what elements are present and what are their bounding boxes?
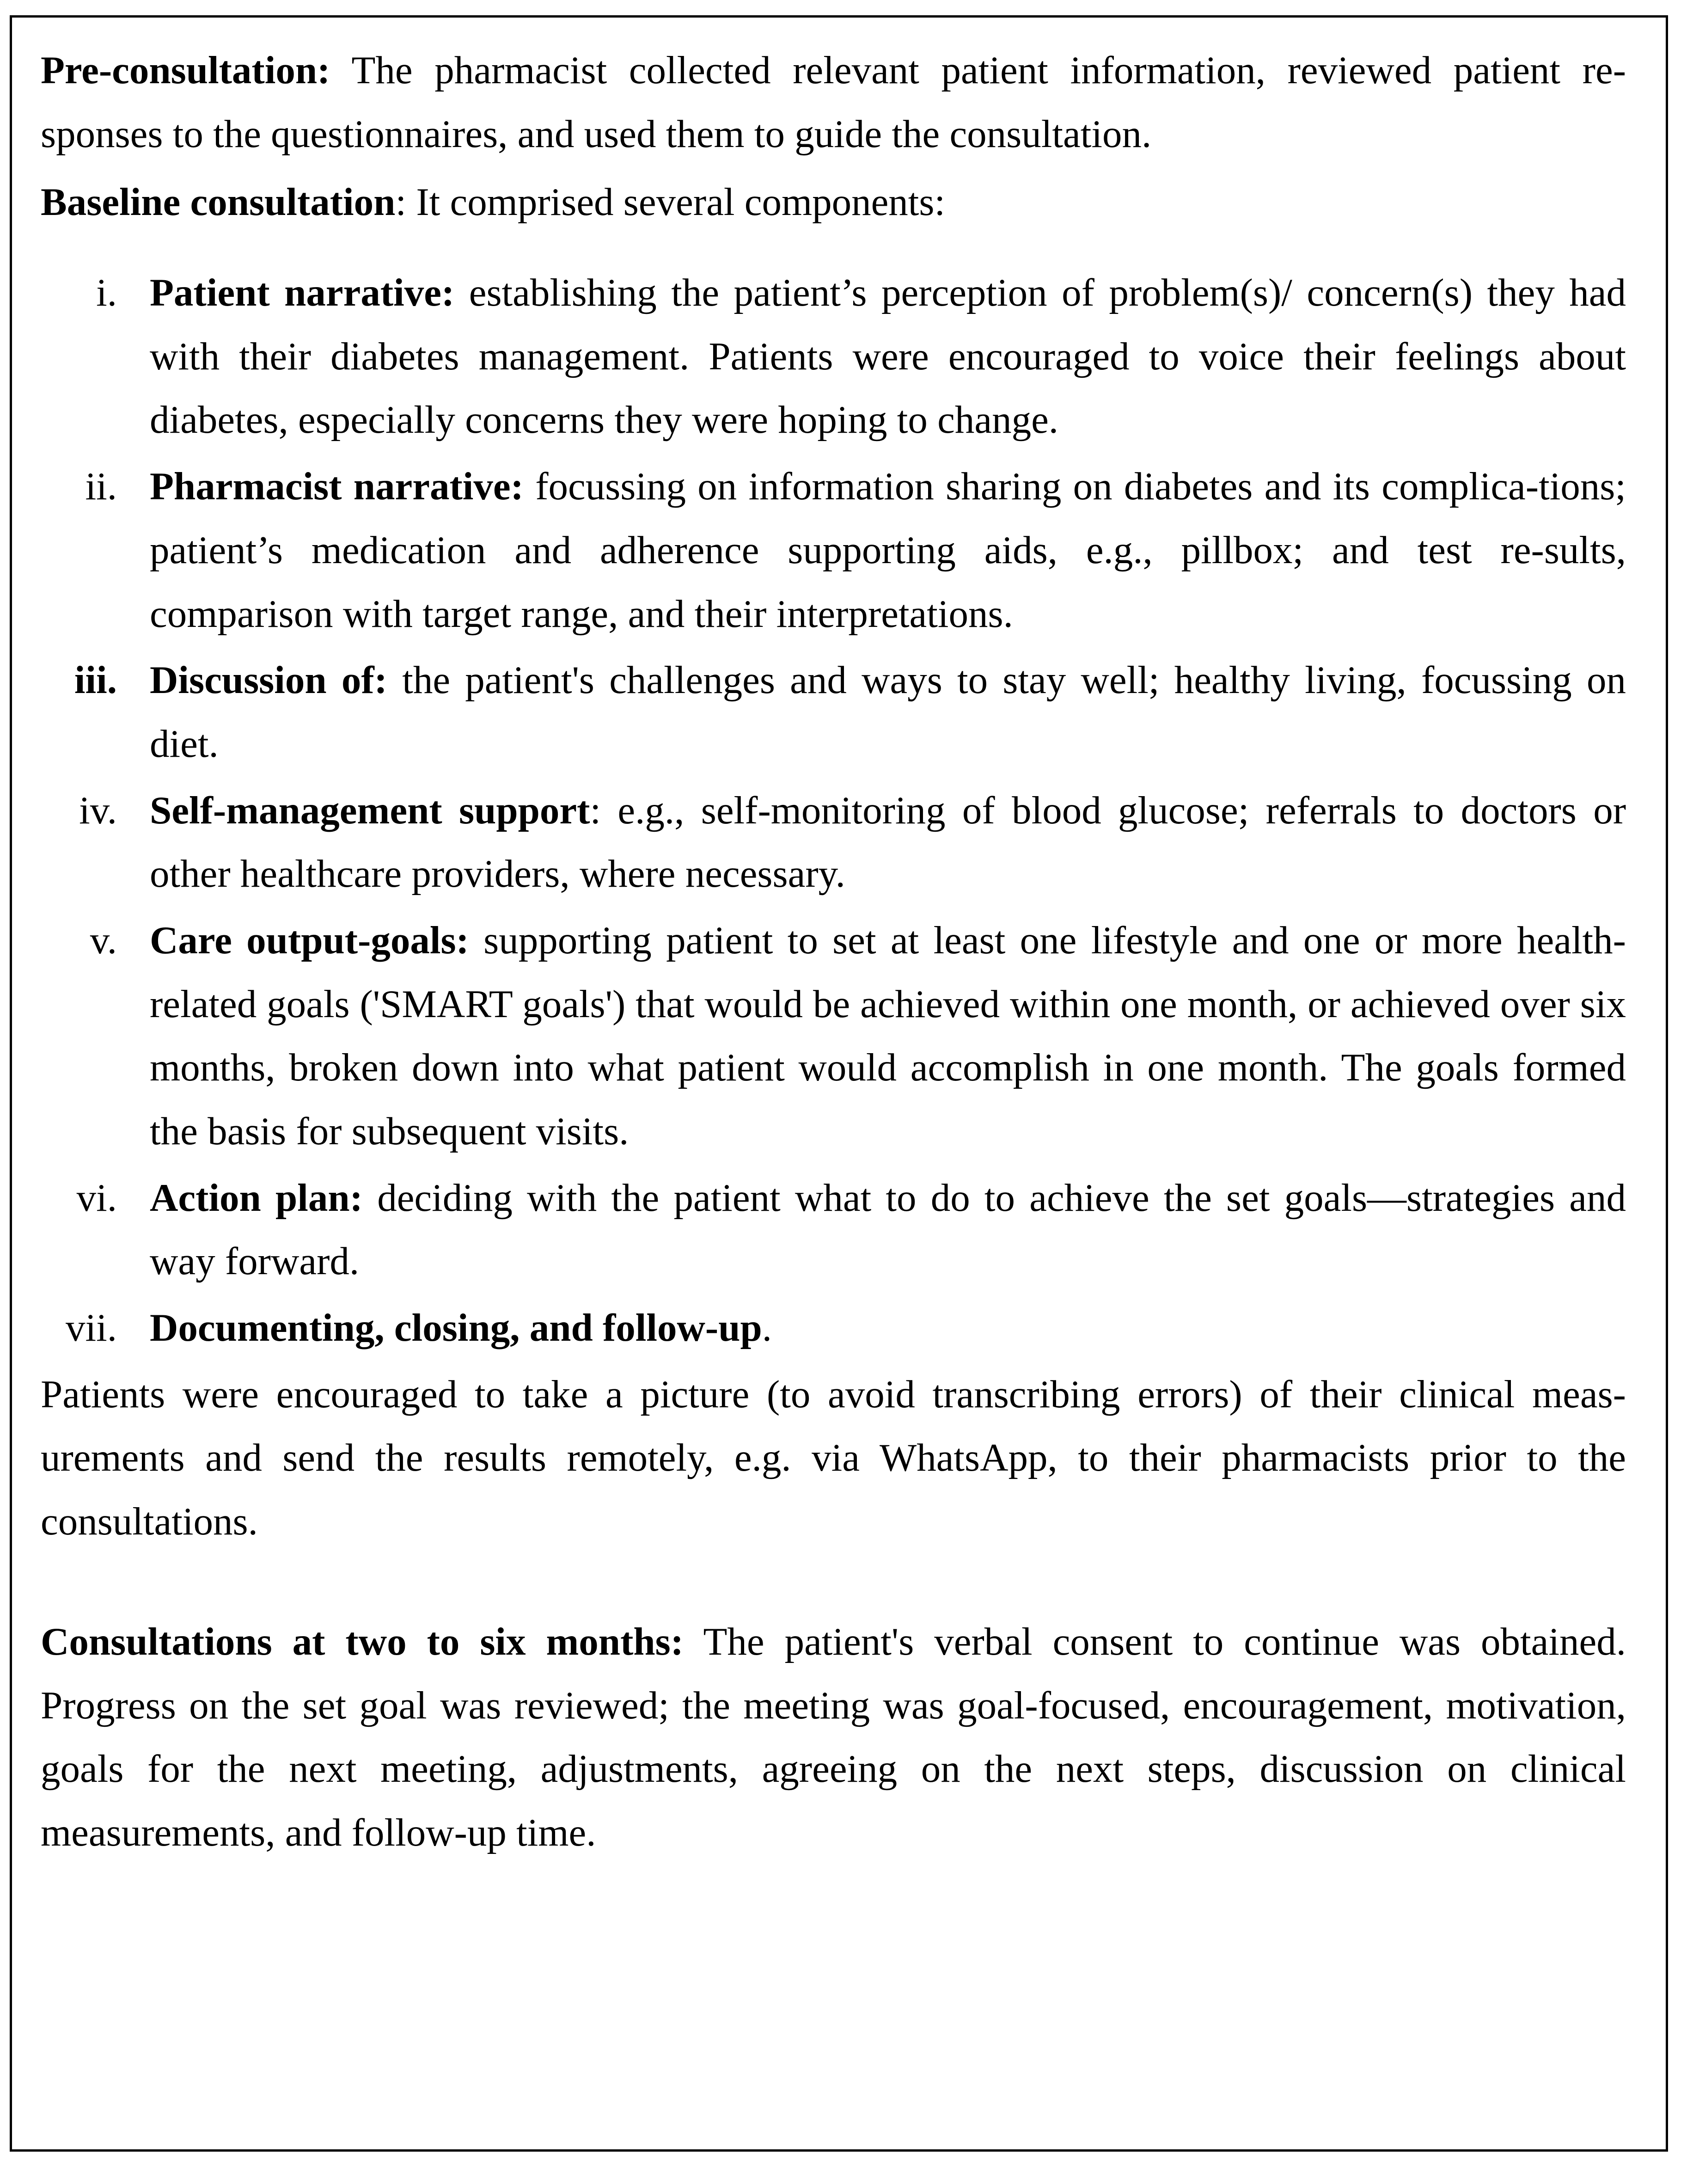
- list-item: [41, 909, 1626, 1164]
- list-item-lead-ii: Pharmacist narrative:: [150, 465, 524, 509]
- list-marker-iv: iv.: [79, 788, 117, 832]
- list-item-body-iii: [150, 649, 1626, 776]
- list-item-text-vi: deciding with the patient what to do to achieve the set goals—strategies and way forward.: [150, 1176, 1626, 1283]
- components-list: [41, 261, 1626, 1360]
- list-item-lead-v: Care output-goals:: [150, 918, 469, 962]
- paragraph-pre-consultation: [41, 39, 1626, 166]
- list-item: [41, 649, 1626, 776]
- list-marker-i: i.: [96, 271, 117, 315]
- list-item-text-iii: the patient's challenges and ways to stay well; healthy living, focussing on diet.: [150, 658, 1626, 766]
- baseline-consultation-body: : It comprised several components:: [395, 180, 946, 224]
- list-item-body-v: [150, 909, 1626, 1164]
- list-item: [41, 455, 1626, 646]
- list-marker-ii: ii.: [85, 465, 117, 509]
- document-content: [41, 39, 1626, 1870]
- list-item: [41, 1296, 1626, 1360]
- list-item: [41, 261, 1626, 452]
- baseline-consultation-label: Baseline consultation: [41, 180, 396, 224]
- list-item-text-v: supporting patient to set at least one lifestyle and one or more health-related goals ('SMART goals') that would be achieved within one month, or achieved over six months, broken down into what patient would accomplish in one month. The goals formed the basis for subsequent visits.: [150, 918, 1626, 1153]
- list-item-lead-vi: Action plan:: [150, 1176, 363, 1220]
- list-item-text-i: establishing the patient’s perception of problem(s)/ concern(s) they had with their diabetes management. Patients were encouraged to voice their feelings about diabetes, especially concerns they were hoping to change.: [150, 271, 1626, 442]
- paragraph-picture: Patients were encouraged to take a picture (to avoid transcribing errors) of their clinical meas-urements and send the results remotely, e.g. via WhatsApp, to their pharmacists prior to the consultations.: [41, 1372, 1626, 1544]
- list-item-body-ii: [150, 455, 1626, 646]
- list-item: [41, 1166, 1626, 1294]
- spacer-before-consultations: [41, 1558, 1626, 1610]
- list-marker-vi: vi.: [76, 1176, 117, 1220]
- list-item-lead-iv: Self-management support: [150, 788, 590, 832]
- list-marker-v: v.: [90, 918, 117, 962]
- paragraph-consultations-two-to-six: [41, 1610, 1626, 1865]
- list-item-text-ii: focussing on information sharing on diabetes and its complica-tions; patient’s medication and adherence supporting aids, e.g., pillbox; and test re-sults, comparison with target range, and their interpretations.: [150, 465, 1626, 636]
- list-item-text-vii: .: [762, 1306, 772, 1350]
- pre-consultation-label: Pre-consultation:: [41, 49, 330, 92]
- list-item: [41, 779, 1626, 906]
- consultations-label: Consultations at two to six months:: [41, 1620, 684, 1663]
- list-item-body-vi: [150, 1166, 1626, 1294]
- list-item-text-iv: : e.g., self-monitoring of blood glucose; referrals to doctors or other healthcare providers, where necessary.: [150, 788, 1626, 896]
- paragraph-baseline-consultation: [41, 171, 1626, 234]
- list-item-body-i: [150, 261, 1626, 452]
- list-item-body-iv: [150, 779, 1626, 906]
- consultations-body: The patient's verbal consent to continue was obtained. Progress on the set goal was reviewed; the meeting was goal-focused, encouragement, motivation, goals for the next meeting, adjustments, agreeing on the next steps, discussion on clinical measurements, and follow-up time.: [41, 1620, 1626, 1854]
- list-item-lead-vii: Documenting, closing, and follow-up: [150, 1306, 762, 1350]
- list-marker-vii: vii.: [66, 1306, 117, 1350]
- list-item-lead-i: Patient narrative:: [150, 271, 455, 315]
- pre-consultation-body: The pharmacist collected relevant patient information, reviewed patient re-sponses to the questionnaires, and used them to guide the consultation.: [41, 49, 1626, 156]
- spacer-before-list: [41, 234, 1626, 261]
- list-item-lead-iii: Discussion of:: [150, 658, 387, 702]
- bordered-text-box: [10, 15, 1668, 2152]
- list-marker-iii: iii.: [74, 658, 117, 702]
- list-item-body-vii: [150, 1296, 1626, 1360]
